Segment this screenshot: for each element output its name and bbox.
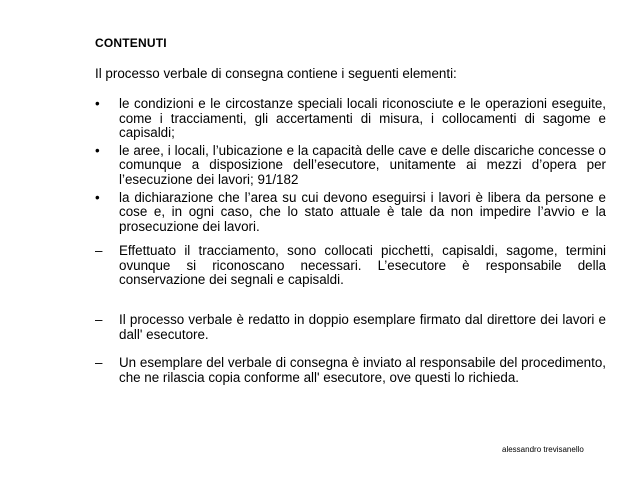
list-item (95, 356, 606, 385)
bullet-marker: • (95, 189, 100, 205)
list-item (95, 144, 606, 188)
list-item (95, 97, 606, 141)
intro-text: Il processo verbale di consegna contiene i seguenti elementi: (95, 66, 457, 81)
list-item-text: Un esemplare del verbale di consegna è inviato al responsabile del procedimento, che ne rilascia copia conforme all' esecutore, ove questi lo richieda. (119, 355, 606, 385)
list-item (95, 244, 606, 288)
bullet-marker: • (95, 142, 100, 158)
dash-list-1 (95, 244, 606, 288)
list-item-text: la dichiarazione che l’area su cui devono eseguirsi i lavori è libera da persone e cose e, in ogni caso, che lo stato attuale è tale da non impedire l’avvio e la prosecuzione dei lavori. (119, 189, 606, 234)
dash-list-2 (95, 313, 606, 342)
list-item-text: Effettuato il tracciamento, sono collocati picchetti, capisaldi, sagome, termini ovunque si riconoscano necessari. L’esecutore è responsabile della conservazione dei segnali e capisaldi. (119, 243, 606, 288)
list-item (95, 313, 606, 342)
list-item (95, 191, 606, 235)
author-footer: alessandro trevisanello (502, 445, 584, 454)
bullet-marker: • (95, 96, 100, 111)
bullet-list (95, 97, 606, 237)
slide-heading: CONTENUTI (95, 36, 167, 50)
list-item-text: le condizioni e le circostanze speciali locali riconosciute e le operazioni eseguite, come i tracciamenti, gli accertamenti di misura, i collocamenti di sagome e capisaldi; (119, 96, 606, 141)
list-item-text: le aree, i locali, l’ubicazione e la capacità delle cave e delle discariche concesse o comunque a disposizione dell’esecutore, unitamente ai mezzi d’opera per l’esecuzione dei lavori; 91/182 (119, 142, 606, 187)
dash-list-3 (95, 356, 606, 385)
dash-marker: – (95, 312, 103, 327)
list-item-text: Il processo verbale è redatto in doppio esemplare firmato dal direttore dei lavori e dall' esecutore. (119, 312, 606, 342)
dash-marker: – (95, 355, 103, 370)
dash-marker: – (95, 243, 103, 258)
